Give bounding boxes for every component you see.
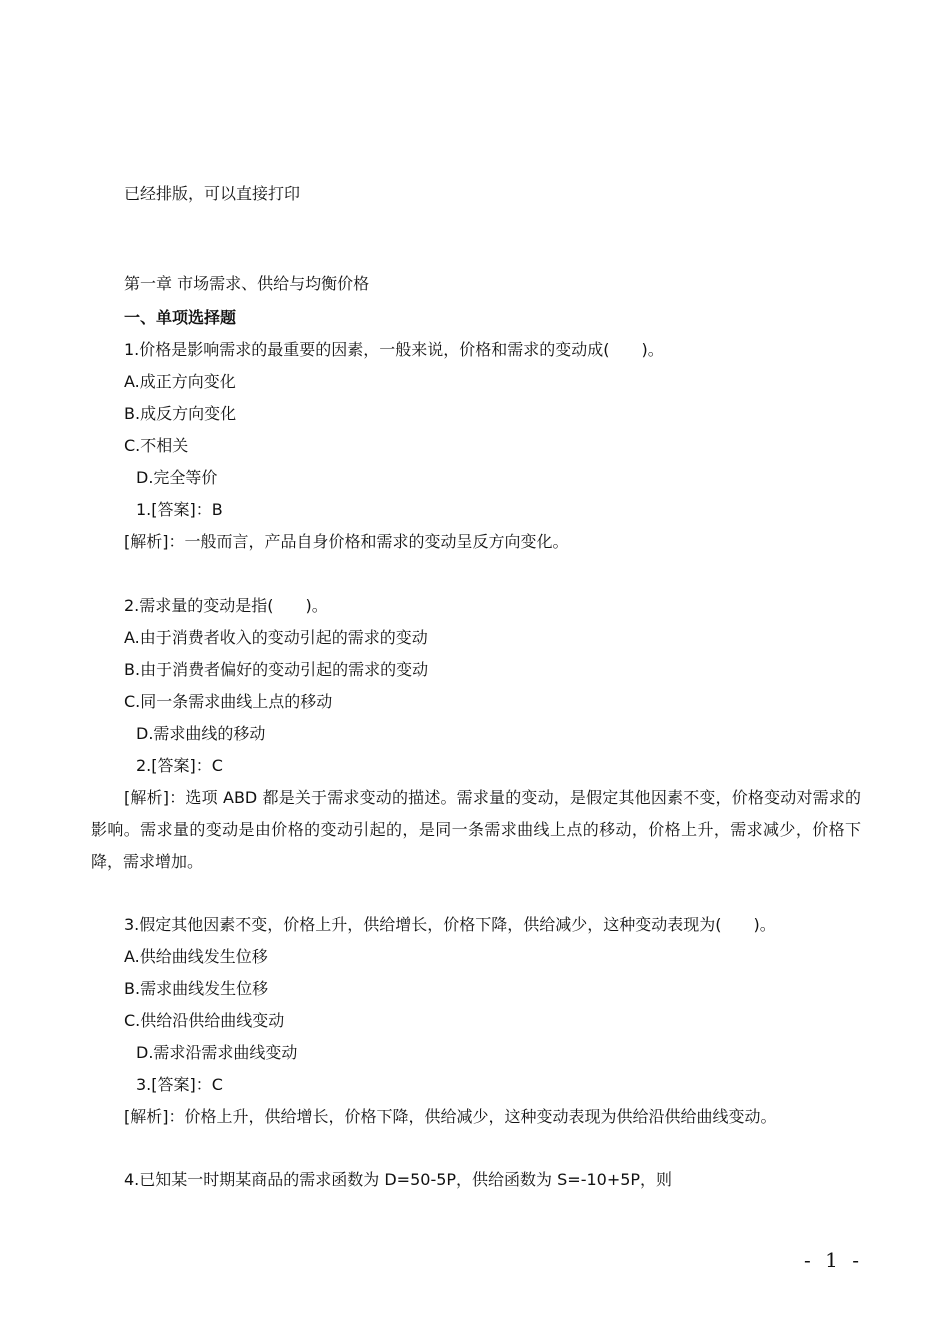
- question-1-option-c: C.不相关: [124, 436, 189, 455]
- question-2-analysis: [解析]：选项 ABD 都是关于需求变动的描述。需求量的变动，是假定其他因素不变，价格变动对需求的影响。需求量的变动是由价格的变动引起的，是同一条需求曲线上点的移动，价格上升，需求减少，价格下降，需求增加。: [91, 788, 861, 871]
- question-3-option-d: D.需求沿需求曲线变动: [136, 1043, 298, 1062]
- section-title: 一、单项选择题: [124, 308, 237, 327]
- question-3-option-b: B.需求曲线发生位移: [124, 979, 269, 998]
- print-note: 已经排版，可以直接打印: [124, 184, 301, 203]
- question-3-answer: 3.[答案]：C: [136, 1075, 223, 1094]
- question-1-option-a: A.成正方向变化: [124, 372, 236, 391]
- question-3-option-a: A.供给曲线发生位移: [124, 947, 268, 966]
- question-2-text: 2.需求量的变动是指( )。: [124, 596, 328, 615]
- question-1-option-b: B.成反方向变化: [124, 404, 237, 423]
- question-3-option-c: C.供给沿供给曲线变动: [124, 1011, 285, 1030]
- page-number: - 1 -: [804, 1248, 863, 1272]
- question-1-analysis: [解析]：一般而言，产品自身价格和需求的变动呈反方向变化。: [124, 532, 569, 551]
- chapter-title: 第一章 市场需求、供给与均衡价格: [124, 274, 370, 293]
- question-2-option-a: A.由于消费者收入的变动引起的需求的变动: [124, 628, 428, 647]
- question-2-option-c: C.同一条需求曲线上点的移动: [124, 692, 333, 711]
- question-1-option-d: D.完全等价: [136, 468, 218, 487]
- question-2-option-b: B.由于消费者偏好的变动引起的需求的变动: [124, 660, 429, 679]
- question-3-text: 3.假定其他因素不变，价格上升，供给增长，价格下降，供给减少，这种变动表现为( )。: [124, 915, 776, 934]
- question-4-text: 4.已知某一时期某商品的需求函数为 D=50-5P，供给函数为 S=-10+5P，则: [124, 1170, 673, 1189]
- question-2-answer: 2.[答案]：C: [136, 756, 223, 775]
- question-1-text: 1.价格是影响需求的最重要的因素，一般来说，价格和需求的变动成( )。: [124, 340, 664, 359]
- question-2-option-d: D.需求曲线的移动: [136, 724, 266, 743]
- question-3-analysis: [解析]：价格上升，供给增长，价格下降，供给减少，这种变动表现为供给沿供给曲线变动。: [124, 1107, 777, 1126]
- question-1-answer: 1.[答案]：B: [136, 500, 223, 519]
